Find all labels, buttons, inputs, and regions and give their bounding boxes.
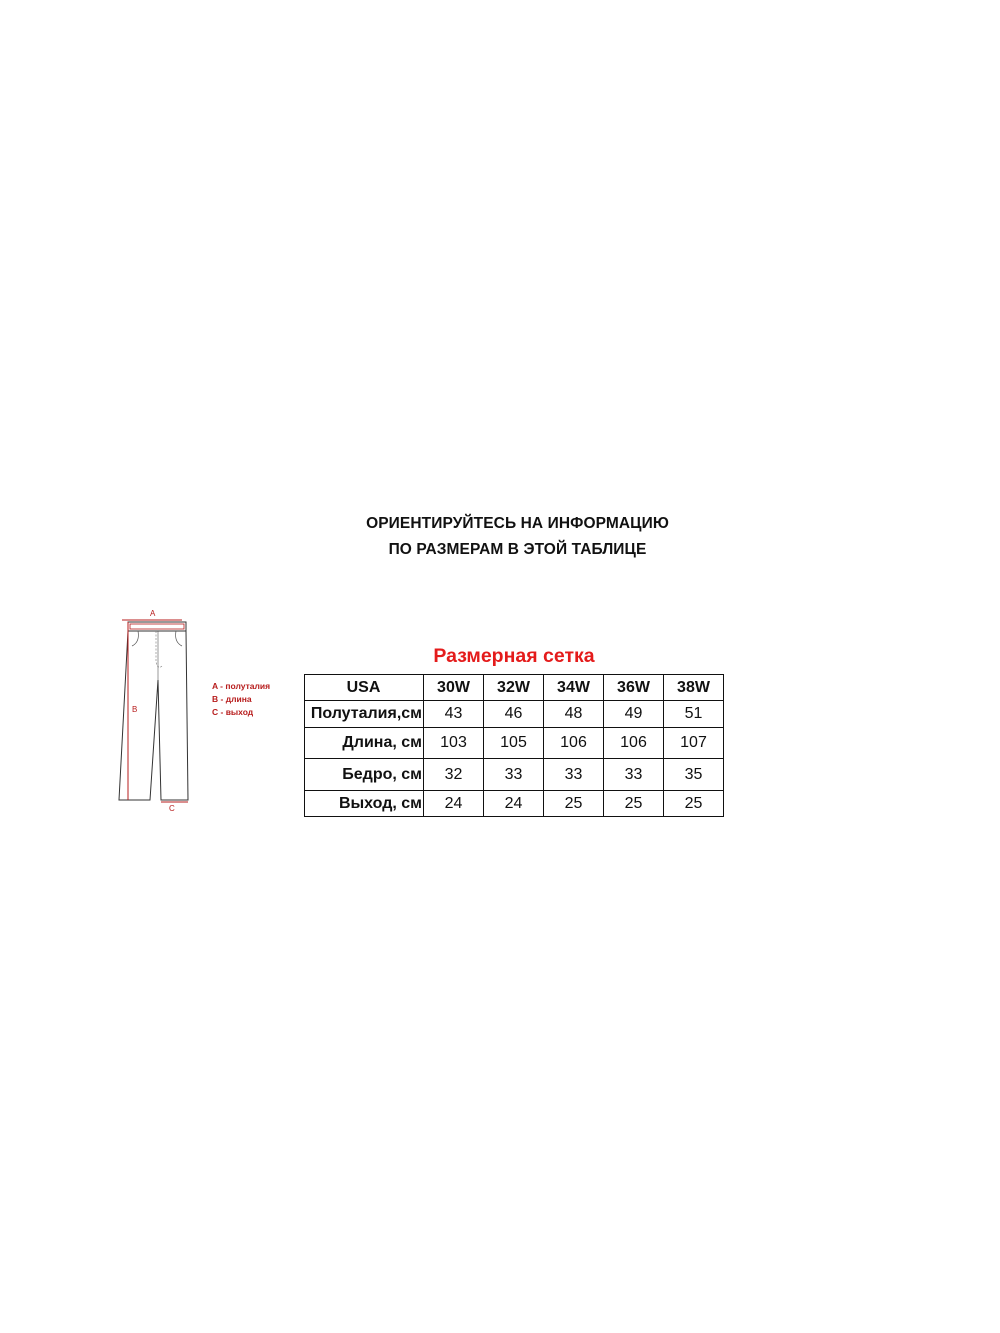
table-row	[305, 701, 724, 728]
size-header-cell: 36W	[604, 675, 664, 701]
table-row	[305, 728, 724, 759]
size-header-cell: 38W	[664, 675, 724, 701]
table-cell: 106	[604, 728, 664, 759]
pants-outline	[119, 631, 188, 800]
table-cell: 33	[604, 759, 664, 791]
table-cell: 43	[424, 701, 484, 728]
table-corner-cell: USA	[305, 675, 424, 701]
table-cell: 33	[484, 759, 544, 791]
table-cell: 103	[424, 728, 484, 759]
table-cell: 24	[484, 791, 544, 817]
size-header-cell: 30W	[424, 675, 484, 701]
row-label: Выход, см	[305, 791, 424, 817]
measurement-legend	[212, 680, 270, 719]
row-label: Полуталия,см	[305, 701, 424, 728]
page-heading	[300, 511, 735, 563]
diagram-label-a: A	[150, 609, 156, 618]
heading-line-2: ПО РАЗМЕРАМ В ЭТОЙ ТАБЛИЦЕ	[388, 541, 647, 558]
table-cell: 105	[484, 728, 544, 759]
waistband	[128, 622, 186, 631]
table-cell: 25	[544, 791, 604, 817]
legend-b: B - длина	[212, 694, 252, 704]
table-cell: 49	[604, 701, 664, 728]
table-cell: 48	[544, 701, 604, 728]
table-cell: 25	[604, 791, 664, 817]
table-cell: 33	[544, 759, 604, 791]
table-cell: 32	[424, 759, 484, 791]
table-cell: 25	[664, 791, 724, 817]
size-header-cell: 32W	[484, 675, 544, 701]
diagram-label-b: B	[132, 705, 138, 714]
legend-c: C - выход	[212, 707, 254, 717]
size-header-cell: 34W	[544, 675, 604, 701]
table-row	[305, 759, 724, 791]
table-header-row	[305, 675, 724, 701]
table-cell: 107	[664, 728, 724, 759]
table-cell: 46	[484, 701, 544, 728]
jeans-measurement-diagram	[108, 600, 208, 815]
legend-a: A - полуталия	[212, 681, 271, 691]
row-label: Бедро, см	[305, 759, 424, 791]
table-cell: 51	[664, 701, 724, 728]
diagram-label-c: C	[169, 804, 175, 813]
size-chart-title: Размерная сетка	[433, 645, 595, 667]
size-chart-table	[304, 674, 724, 817]
table-cell: 35	[664, 759, 724, 791]
row-label: Длина, см	[305, 728, 424, 759]
table-cell: 106	[544, 728, 604, 759]
table-cell: 24	[424, 791, 484, 817]
heading-line-1: ОРИЕНТИРУЙТЕСЬ НА ИНФОРМАЦИЮ	[366, 515, 669, 532]
table-row	[305, 791, 724, 817]
